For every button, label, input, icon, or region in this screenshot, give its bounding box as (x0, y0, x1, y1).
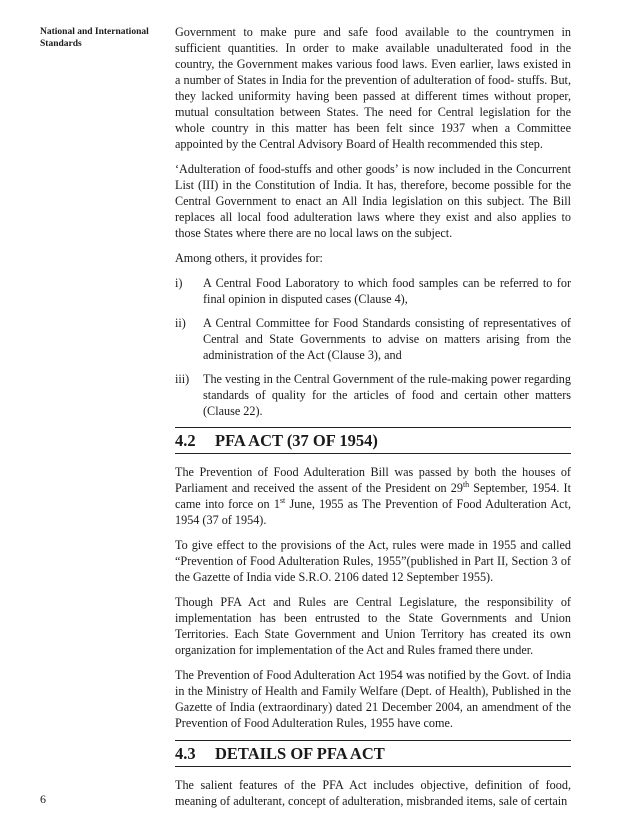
section-heading-4-2 (175, 427, 571, 454)
section-number: 4.3 (175, 744, 196, 763)
list-item-number: ii) (175, 316, 186, 330)
side-heading: National and International Standards (40, 27, 149, 49)
list-item-number: i) (175, 276, 183, 290)
list-item-text: The vesting in the Central Government of the rule-making power regarding standards of quality for the articles of food and certain other matters (Clause 22). (203, 372, 571, 418)
list-item-text: A Central Food Laboratory to which food samples can be referred to for final opinion in disputed cases (Clause 4), (203, 276, 571, 306)
list-item (175, 371, 571, 419)
list-item-text: A Central Committee for Food Standards consisting of representatives of Central and State Governments to advise on matters arising from the administration of the Act (Clause 3), and (203, 316, 571, 362)
list-item-number: iii) (175, 372, 190, 386)
intro-paragraph-3: Among others, it provides for: (175, 251, 323, 265)
list-item (175, 315, 571, 363)
intro-paragraph-2: ‘Adulteration of food-stuffs and other goods’ is now included in the Concurrent List (III) in the Constitution of India. It has, therefore, become possible for the Central Government to enact an All India legislation on this subject. The Bill replaces all local food adulteration laws where they exist and also applies to those States where there are no local laws on the subject. (175, 162, 571, 240)
section-4-2-paragraph-1: The Prevention of Food Adulteration Bill was passed by both the houses of Parliament and received the assent of the President on 29th September, 1954. It came into force on 1st June, 1955 as The Prevention of Food Adulteration Act, 1954 (37 of 1954). (175, 465, 571, 527)
section-title: PFA ACT (37 OF 1954) (215, 431, 378, 450)
section-heading-4-3 (175, 740, 571, 767)
section-4-3-paragraph-1: The salient features of the PFA Act includes objective, definition of food, meaning of adulterant, concept of adulteration, misbranded items, sale of certain (175, 778, 571, 808)
main-content (175, 24, 571, 818)
page-number: 6 (40, 792, 46, 806)
provisions-list (175, 275, 571, 419)
section-number: 4.2 (175, 431, 196, 450)
section-4-2-paragraph-3: Though PFA Act and Rules are Central Legislature, the responsibility of implementation has been entrusted to the State Governments and Union Territories. Each State Government and Union Territory has created its own organization for implementation of the Act and Rules framed there under. (175, 595, 571, 657)
list-item (175, 275, 571, 307)
section-title: DETAILS OF PFA ACT (215, 744, 385, 763)
intro-paragraph-1: Government to make pure and safe food available to the countrymen in sufficient quantities. In order to make available unadulterated food in the country, the Government makes various food laws. Even earlier, laws existed in a number of States in India for the prevention of adulteration of food- stuffs. But, they lacked uniformity having been passed at different times without proper, mutual consultation between States. The need for Central legislation for the whole country in this matter has been felt since 1937 when a Committee appointed by the Central Advisory Board of Health recommended this step. (175, 25, 571, 151)
section-4-2-paragraph-2: To give effect to the provisions of the Act, rules were made in 1955 and called “Prevention of Food Adulteration Rules, 1955”(published in Part II, Section 3 of the Gazette of India vide S.R.O. 2106 dated 12 September 1955). (175, 538, 571, 584)
section-4-2-paragraph-4: The Prevention of Food Adulteration Act 1954 was notified by the Govt. of India in the Ministry of Health and Family Welfare (Dept. of Health), Published in the Gazette of India (extraordinary) dated 21 December 2004, an amendment of the Prevention of Food Adulteration Rules, 1955 have come. (175, 668, 571, 730)
